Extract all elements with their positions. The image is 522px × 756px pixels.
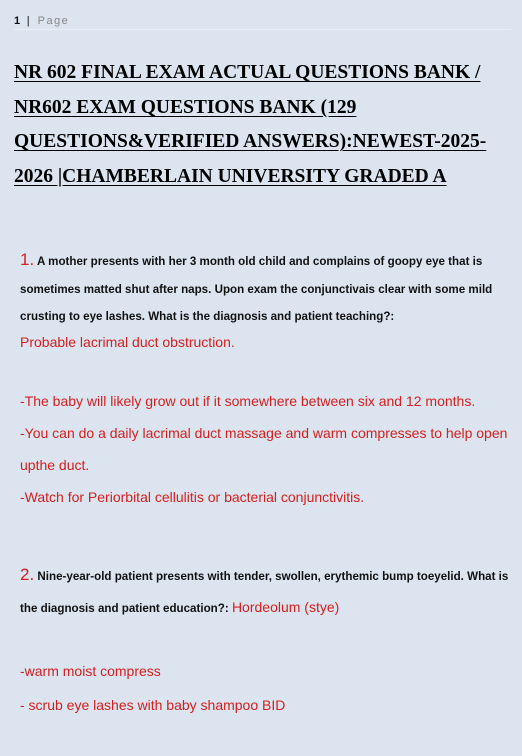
page-separator: | (26, 15, 32, 27)
question-text: Nine-year-old patient presents with tender, swollen, erythemic bump toeyelid. What is the diagnosis and patient education?: (20, 570, 509, 615)
page-number: 1 (14, 15, 21, 27)
page-word: Page (37, 15, 70, 27)
answer-bullets (20, 385, 514, 513)
answer-bullet: - scrub eye lashes with baby shampoo BID (20, 697, 286, 713)
question-2 (20, 560, 514, 722)
question-stem (20, 246, 514, 331)
question-number: 2. (20, 565, 35, 584)
answer-lead: Probable lacrimal duct obstruction. (20, 333, 235, 350)
page-header (14, 15, 511, 30)
answer-bullet: -The baby will likely grow out if it somewhere between six and 12 months. (20, 392, 476, 409)
question-1 (20, 246, 514, 513)
answer-lead: Hordeolum (stye) (231, 599, 340, 615)
question-stem (20, 560, 514, 624)
answer-bullet: -Watch for Periorbital cellulitis or bacterial conjunctivitis. (20, 488, 365, 505)
answer-bullet: -You can do a daily lacrimal duct massage and warm compresses to help open upthe duct. (20, 424, 508, 473)
question-number: 1. (20, 250, 35, 269)
answer-bullets (20, 654, 514, 722)
answer-bullet: -warm moist compress (20, 663, 161, 679)
question-text: A mother presents with her 3 month old child and complains of goopy eye that is sometimes matted shut after naps. Upon exam the conjunctivais clear with some mild crusting to eye lashes. What is the diagnosis and patient teaching?: (20, 255, 493, 323)
document-title: NR 602 FINAL EXAM ACTUAL QUESTIONS BANK / NR602 EXAM QUESTIONS BANK (129 QUESTIONS&VERIFIED ANSWERS):NEWEST-2025-2026 |CHAMBERLAIN UNIVERSITY GRADED A (14, 62, 487, 188)
